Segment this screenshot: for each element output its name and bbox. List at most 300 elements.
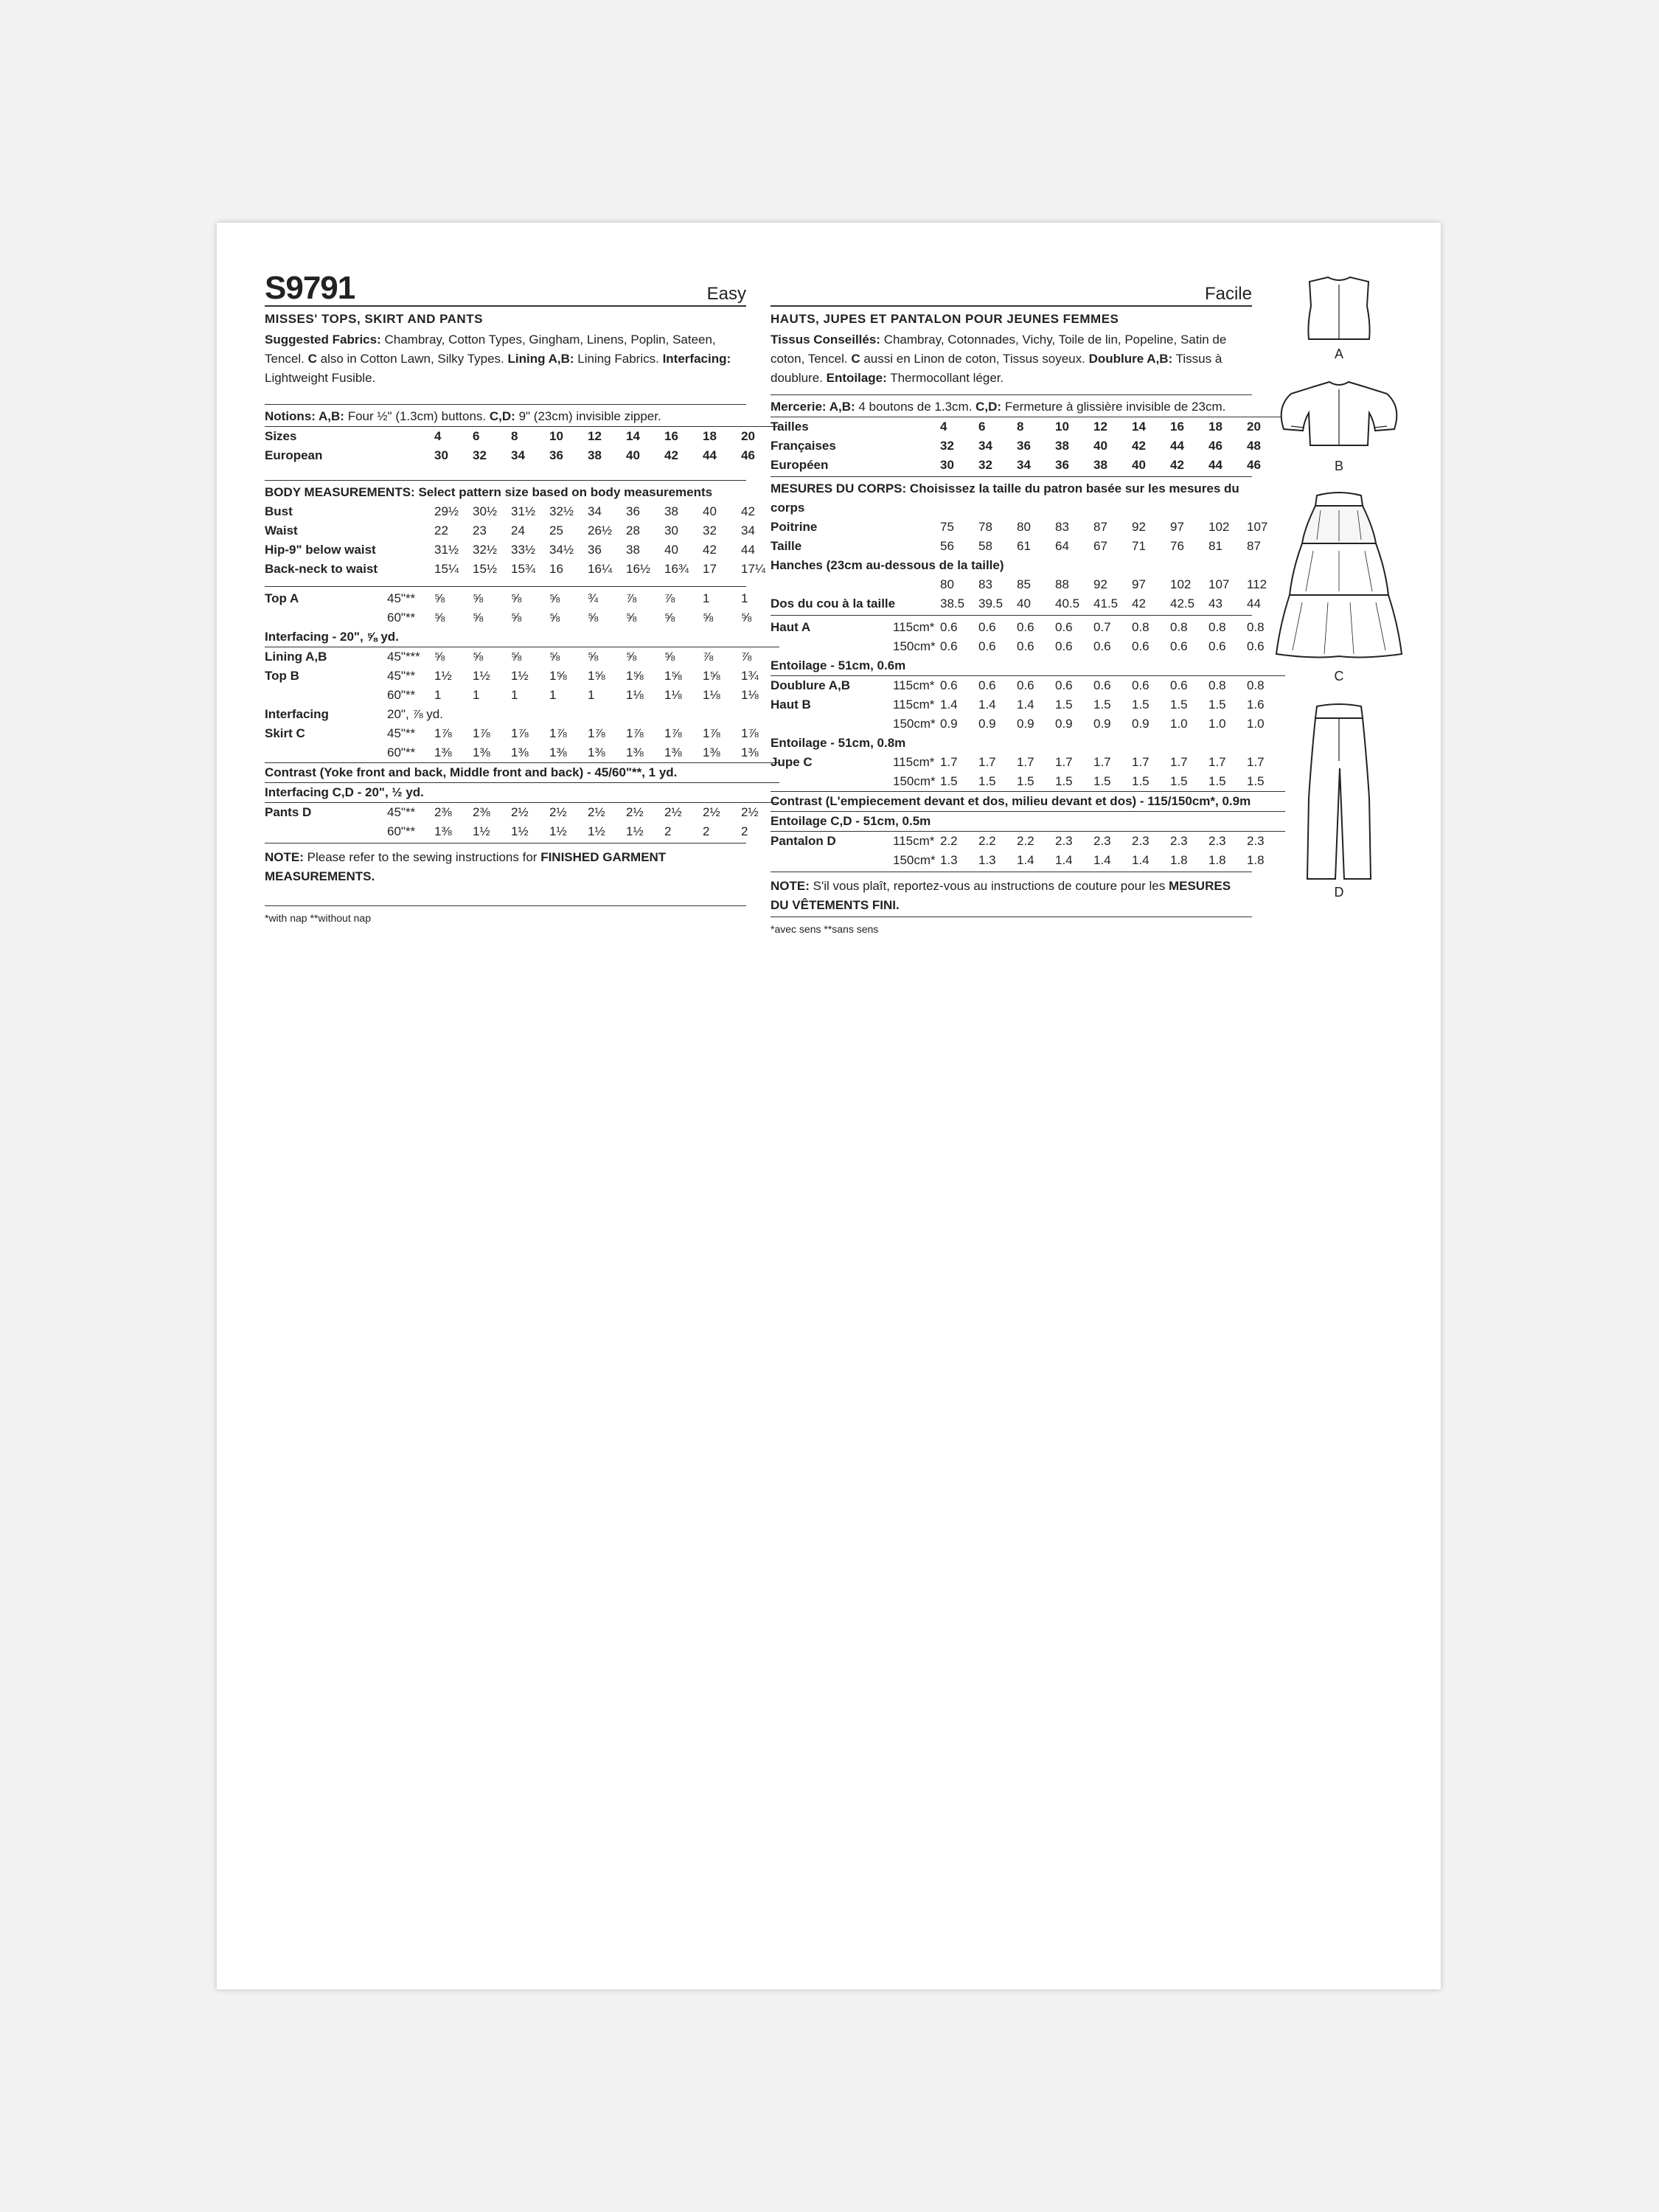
table-cell: 2½: [626, 803, 664, 823]
fabrics-c-label: C: [851, 352, 860, 366]
table-cell: 38: [626, 543, 640, 557]
table-cell: 24: [511, 524, 525, 538]
table-cell: 0.6: [1055, 639, 1073, 653]
table-cell: 1.4: [1017, 698, 1034, 712]
table-cell: 36: [1017, 439, 1031, 453]
table-cell: 1: [473, 688, 480, 702]
table-cell: 44: [1247, 597, 1261, 611]
table-cell: 15½: [473, 562, 498, 576]
body-text: Select pattern size based on body measurements: [418, 485, 713, 499]
table-cell: Back-neck to waist: [265, 562, 378, 576]
table-cell: 29½: [434, 504, 459, 518]
interfacing-text: Lightweight Fusible.: [265, 371, 376, 385]
body-measurements-table: [265, 502, 779, 579]
table-cell: ⅝: [434, 611, 445, 625]
table-cell: 45"**: [387, 726, 416, 740]
table-cell: 60"**: [387, 824, 416, 838]
table-row: [771, 832, 1285, 852]
table-cell: 42: [1132, 439, 1146, 453]
table-cell: ⅝: [473, 591, 484, 605]
table-cell: 36: [588, 543, 602, 557]
table-cell: 150cm*: [893, 717, 936, 731]
body-measurements-table: [771, 518, 1285, 613]
table-cell: 1.3: [940, 853, 958, 867]
table-cell: [664, 705, 703, 724]
table-cell: [893, 456, 940, 475]
table-cell: 1.3: [978, 853, 996, 867]
note-line: [265, 848, 746, 886]
table-cell: 2½: [741, 803, 779, 823]
table-cell: 2.3: [1132, 832, 1170, 852]
notions-label: Notions: A,B:: [265, 409, 344, 423]
table-cell: 0.6: [1170, 639, 1188, 653]
table-cell: 2½: [511, 803, 549, 823]
table-cell: 2.2: [1017, 832, 1055, 852]
table-cell: 41.5: [1093, 597, 1119, 611]
table-cell: [265, 686, 387, 705]
table-cell: [893, 518, 940, 537]
table-cell: Contrast (L'empiecement devant et dos, milieu devant et dos) - 115/150cm*, 0.9m: [771, 792, 1285, 812]
table-cell: 1.5: [1055, 698, 1073, 712]
table-cell: 0.6: [1132, 639, 1150, 653]
table-cell: 2.3: [1247, 832, 1285, 852]
table-cell: 1.4: [1132, 853, 1150, 867]
body-label: MESURES DU CORPS:: [771, 481, 907, 495]
table-cell: Pants D: [265, 803, 387, 823]
table-cell: 30: [940, 458, 954, 472]
table-cell: Françaises: [771, 439, 836, 453]
table-row: [265, 427, 779, 447]
table-cell: 87: [1247, 539, 1261, 553]
table-cell: 1.5: [1247, 774, 1265, 788]
table-cell: 17: [703, 562, 717, 576]
table-row: [771, 851, 1285, 870]
table-cell: 0.8: [1247, 676, 1285, 696]
table-cell: 1.5: [1132, 698, 1150, 712]
table-cell: ⅞: [703, 647, 741, 667]
table-cell: 1.7: [1247, 755, 1265, 769]
table-cell: [588, 705, 626, 724]
table-cell: 67: [1093, 539, 1107, 553]
table-cell: ⅝: [549, 591, 560, 605]
table-cell: 10: [549, 427, 588, 447]
table-row: [771, 637, 1285, 656]
table-cell: 0.6: [940, 676, 978, 696]
table-cell: 2½: [549, 803, 588, 823]
table-cell: 0.8: [1208, 620, 1226, 634]
table-row: [771, 695, 1285, 714]
divider: [265, 905, 746, 906]
table-cell: 43: [1208, 597, 1222, 611]
table-cell: 1⅜: [741, 745, 759, 759]
table-cell: ⅝: [626, 611, 637, 625]
table-cell: 32: [940, 439, 954, 453]
table-cell: 64: [1055, 539, 1069, 553]
table-row: [771, 417, 1285, 437]
table-cell: 102: [1208, 520, 1230, 534]
table-cell: 34: [978, 439, 992, 453]
table-cell: 1: [741, 591, 748, 605]
table-cell: 1.4: [940, 698, 958, 712]
table-cell: 0.6: [1208, 639, 1226, 653]
difficulty-level: Facile: [1204, 284, 1252, 304]
table-cell: Interfacing - 20", ⅝ yd.: [265, 630, 399, 644]
table-cell: [265, 743, 387, 763]
table-cell: Poitrine: [771, 520, 818, 534]
table-cell: Top B: [265, 669, 299, 683]
table-cell: 1⅞: [511, 726, 529, 740]
table-row: [265, 822, 779, 841]
table-cell: Taille: [771, 539, 802, 553]
table-cell: 14: [1132, 417, 1170, 437]
table-cell: [893, 537, 940, 556]
table-cell: 31½: [434, 543, 459, 557]
table-cell: 1½: [626, 824, 644, 838]
table-row: [771, 437, 1285, 456]
table-cell: 1.7: [940, 755, 958, 769]
table-row: [265, 705, 779, 724]
footnote: *avec sens **sans sens: [771, 923, 879, 935]
table-cell: 1½: [511, 669, 529, 683]
table-cell: [626, 705, 664, 724]
fabrics-c-label: C: [307, 352, 317, 366]
table-cell: 0.6: [1247, 639, 1265, 653]
table-cell: 1.5: [1093, 774, 1111, 788]
table-cell: 32½: [473, 543, 498, 557]
table-cell: 1.5: [940, 774, 958, 788]
table-cell: 40: [703, 504, 717, 518]
table-cell: 1: [511, 688, 518, 702]
table-cell: 32: [703, 524, 717, 538]
body-measurements-heading: [771, 479, 1252, 518]
table-cell: ⅝: [511, 611, 522, 625]
notions-cd-label: C,D:: [489, 409, 515, 423]
table-cell: 34: [588, 504, 602, 518]
table-cell: 34: [741, 524, 755, 538]
table-row: [265, 521, 779, 540]
table-cell: 1.7: [978, 755, 996, 769]
table-cell: 36: [1055, 458, 1069, 472]
body-measurements-heading: [265, 483, 746, 502]
english-column: [265, 270, 766, 925]
table-cell: 0.7: [1093, 620, 1111, 634]
note-label: NOTE:: [265, 850, 304, 864]
table-row: [771, 676, 1285, 696]
table-cell: 14: [626, 427, 664, 447]
table-row: [771, 594, 1285, 613]
footnote: *with nap **without nap: [265, 912, 371, 924]
figure-c-label: C: [1334, 669, 1344, 684]
table-cell: 1⅞: [588, 726, 605, 740]
table-row: [265, 686, 779, 705]
table-cell: Entoilage - 51cm, 0.8m: [771, 736, 906, 750]
table-cell: 44: [1170, 439, 1184, 453]
table-cell: 1⅛: [703, 688, 720, 702]
table-row: [771, 792, 1285, 812]
table-cell: ⅝: [473, 647, 511, 667]
table-cell: 1.8: [1247, 853, 1265, 867]
table-row: [265, 763, 779, 783]
fabrics-text: Chambray, Cotton Types, Gingham, Linens, Poplin, Sateen, Tencel.: [265, 333, 716, 366]
table-cell: ⅝: [664, 647, 703, 667]
table-cell: 58: [978, 539, 992, 553]
table-cell: 97: [1132, 577, 1146, 591]
table-cell: 1⅛: [664, 688, 682, 702]
table-cell: 0.8: [1247, 620, 1265, 634]
table-cell: 1⅜: [434, 745, 452, 759]
lining-label: Lining A,B:: [507, 352, 574, 366]
table-cell: 18: [1208, 417, 1247, 437]
figure-b-label: B: [1334, 459, 1343, 473]
table-cell: [771, 772, 893, 792]
fabrics-paragraph: [265, 330, 746, 388]
table-cell: 36: [626, 504, 640, 518]
table-cell: ⅞: [741, 647, 779, 667]
table-cell: 1.6: [1247, 698, 1265, 712]
table-cell: 1: [434, 688, 442, 702]
table-row: [771, 518, 1285, 537]
table-row: [265, 560, 779, 579]
table-row: [265, 502, 779, 521]
table-cell: 40: [1132, 458, 1146, 472]
table-cell: 1: [549, 688, 557, 702]
table-cell: 2.3: [1170, 832, 1208, 852]
table-cell: 0.9: [1055, 717, 1073, 731]
table-cell: 20: [1247, 417, 1285, 437]
table-row: [771, 734, 1285, 753]
table-cell: 38: [664, 504, 678, 518]
table-cell: 42: [1132, 597, 1146, 611]
table-cell: 2: [741, 824, 748, 838]
table-cell: Doublure A,B: [771, 676, 893, 696]
table-cell: ⅝: [473, 611, 484, 625]
table-cell: 78: [978, 520, 992, 534]
table-cell: Pantalon D: [771, 832, 893, 852]
lining-text: Lining Fabrics.: [577, 352, 659, 366]
table-cell: [771, 851, 893, 870]
table-cell: Entoilage - 51cm, 0.6m: [771, 658, 906, 672]
table-cell: 56: [940, 539, 954, 553]
table-row: [265, 724, 779, 743]
table-cell: ⅞: [626, 591, 637, 605]
table-cell: Sizes: [265, 427, 387, 447]
table-cell: 0.8: [1208, 676, 1247, 696]
table-cell: 83: [1055, 520, 1069, 534]
table-cell: 0.6: [1093, 639, 1111, 653]
fabrics-label: Tissus Conseillés:: [771, 333, 880, 347]
table-cell: 16: [1170, 417, 1208, 437]
table-cell: [771, 575, 893, 594]
table-cell: ¾: [588, 591, 599, 605]
table-cell: 1½: [511, 824, 529, 838]
fabrics-label: Suggested Fabrics:: [265, 333, 381, 347]
table-cell: 1½: [434, 669, 452, 683]
table-cell: 1⅜: [434, 824, 452, 838]
sizes-table: [771, 417, 1285, 475]
table-cell: 20: [741, 427, 779, 447]
table-cell: 12: [588, 427, 626, 447]
table-cell: 0.8: [1132, 620, 1150, 634]
table-cell: 0.6: [940, 639, 958, 653]
table-cell: 2⅜: [434, 803, 473, 823]
title-row: [265, 270, 746, 307]
table-cell: 2: [664, 824, 672, 838]
table-cell: Hip-9" below waist: [265, 543, 376, 557]
table-cell: 1.7: [1017, 755, 1034, 769]
table-cell: 0.6: [940, 620, 958, 634]
table-cell: 38: [1055, 439, 1069, 453]
table-cell: 6: [978, 417, 1017, 437]
divider: [771, 476, 1252, 477]
table-cell: 16: [664, 427, 703, 447]
table-cell: 2½: [703, 803, 741, 823]
table-cell: 40: [626, 448, 640, 462]
table-cell: 0.6: [1093, 676, 1132, 696]
table-cell: 2.3: [1093, 832, 1132, 852]
table-row: [265, 803, 779, 823]
table-cell: 40: [1093, 439, 1107, 453]
table-cell: 8: [511, 427, 549, 447]
table-cell: 71: [1132, 539, 1146, 553]
table-cell: Haut A: [771, 620, 811, 634]
table-cell: 102: [1170, 577, 1192, 591]
table-row: [771, 772, 1285, 792]
table-cell: [893, 437, 940, 456]
table-cell: 97: [1170, 520, 1184, 534]
table-cell: [771, 637, 893, 656]
table-row: [265, 608, 779, 627]
table-cell: 87: [1093, 520, 1107, 534]
table-cell: 34: [1017, 458, 1031, 472]
yardage-table: [265, 589, 779, 841]
table-cell: 1⅜: [511, 745, 529, 759]
table-cell: 1½: [473, 824, 490, 838]
table-cell: 16: [549, 562, 563, 576]
table-cell: 34: [511, 448, 525, 462]
table-cell: 1.5: [1132, 774, 1150, 788]
note-bold: FINISHED GARMENT MEASUREMENTS.: [265, 850, 667, 883]
table-cell: 4: [434, 427, 473, 447]
table-cell: 38: [1093, 458, 1107, 472]
table-cell: 150cm*: [893, 639, 936, 653]
table-cell: 115cm*: [893, 676, 940, 696]
interfacing-label: Interfacing:: [662, 352, 731, 366]
notions-line: [265, 407, 746, 426]
table-cell: 92: [1132, 520, 1146, 534]
table-cell: 1⅛: [626, 688, 644, 702]
table-cell: 44: [703, 448, 717, 462]
note-line: [771, 877, 1252, 915]
table-cell: 83: [978, 577, 992, 591]
table-row: [265, 743, 779, 763]
table-cell: 1⅛: [741, 688, 759, 702]
table-cell: 1.0: [1170, 717, 1188, 731]
table-cell: 44: [741, 543, 755, 557]
table-cell: 31½: [511, 504, 536, 518]
table-cell: 115cm*: [893, 698, 935, 712]
table-cell: ⅝: [434, 591, 445, 605]
table-cell: 112: [1247, 577, 1267, 591]
table-cell: 25: [549, 524, 563, 538]
table-cell: [549, 705, 588, 724]
table-cell: 115cm*: [893, 755, 935, 769]
notions-line: [771, 397, 1252, 417]
table-cell: 1½: [588, 824, 605, 838]
table-cell: 32: [978, 458, 992, 472]
table-cell: Waist: [265, 524, 298, 538]
table-cell: 33½: [511, 543, 536, 557]
notions-cd-label: C,D:: [975, 400, 1002, 414]
table-cell: 42: [1170, 458, 1184, 472]
pattern-subtitle: HAUTS, JUPES ET PANTALON POUR JEUNES FEMMES: [771, 312, 1119, 326]
table-cell: 115cm*: [893, 620, 935, 634]
table-cell: 32½: [549, 504, 574, 518]
table-cell: Dos du cou à la taille: [771, 597, 896, 611]
table-cell: 88: [1055, 577, 1069, 591]
table-cell: [703, 705, 741, 724]
body-text: Choisissez la taille du patron basée sur les mesures du corps: [771, 481, 1239, 515]
table-cell: 75: [940, 520, 954, 534]
table-cell: 30: [664, 524, 678, 538]
table-cell: 1⅜: [703, 745, 720, 759]
table-cell: Bust: [265, 504, 293, 518]
table-cell: 1.4: [1055, 853, 1073, 867]
table-cell: 1.5: [978, 774, 996, 788]
table-row: [771, 537, 1285, 556]
table-cell: ⅝: [741, 611, 752, 625]
table-cell: Hanches (23cm au-dessous de la taille): [771, 558, 1004, 572]
table-row: [265, 647, 779, 667]
note-text: S'il vous plaît, reportez-vous au instructions de couture pour les: [813, 879, 1166, 893]
table-row: [265, 446, 779, 465]
table-cell: 38.5: [940, 597, 965, 611]
table-cell: Européen: [771, 458, 829, 472]
table-cell: 1½: [549, 824, 567, 838]
table-cell: 1: [703, 591, 710, 605]
table-cell: 8: [1017, 417, 1055, 437]
divider: [771, 394, 1252, 395]
table-cell: 1⅞: [473, 726, 490, 740]
notions-text: Four ½" (1.3cm) buttons.: [347, 409, 487, 423]
table-cell: 46: [1247, 458, 1261, 472]
table-cell: [387, 560, 434, 579]
table-cell: 1.5: [1208, 698, 1226, 712]
table-cell: 1⅜: [664, 745, 682, 759]
table-cell: 0.9: [1017, 717, 1034, 731]
table-cell: 20", ⅞ yd.: [387, 707, 443, 721]
table-cell: 1.5: [1170, 774, 1188, 788]
table-cell: 0.8: [1170, 620, 1188, 634]
table-cell: [771, 714, 893, 734]
table-cell: 0.6: [978, 676, 1017, 696]
table-cell: 42: [703, 543, 717, 557]
table-cell: ⅞: [664, 591, 675, 605]
divider: [265, 586, 746, 587]
pattern-subtitle: MISSES' TOPS, SKIRT AND PANTS: [265, 312, 483, 326]
table-cell: 16½: [626, 562, 651, 576]
table-cell: [265, 608, 387, 627]
table-cell: 30½: [473, 504, 498, 518]
top-b-illustration: [1276, 378, 1402, 455]
table-cell: 1⅜: [549, 745, 567, 759]
table-cell: European: [265, 448, 323, 462]
table-cell: Lining A,B: [265, 647, 387, 667]
table-cell: 1⅞: [741, 726, 759, 740]
table-cell: Jupe C: [771, 755, 813, 769]
divider: [771, 615, 1252, 616]
table-cell: ⅝: [588, 647, 626, 667]
table-cell: 42: [741, 504, 755, 518]
